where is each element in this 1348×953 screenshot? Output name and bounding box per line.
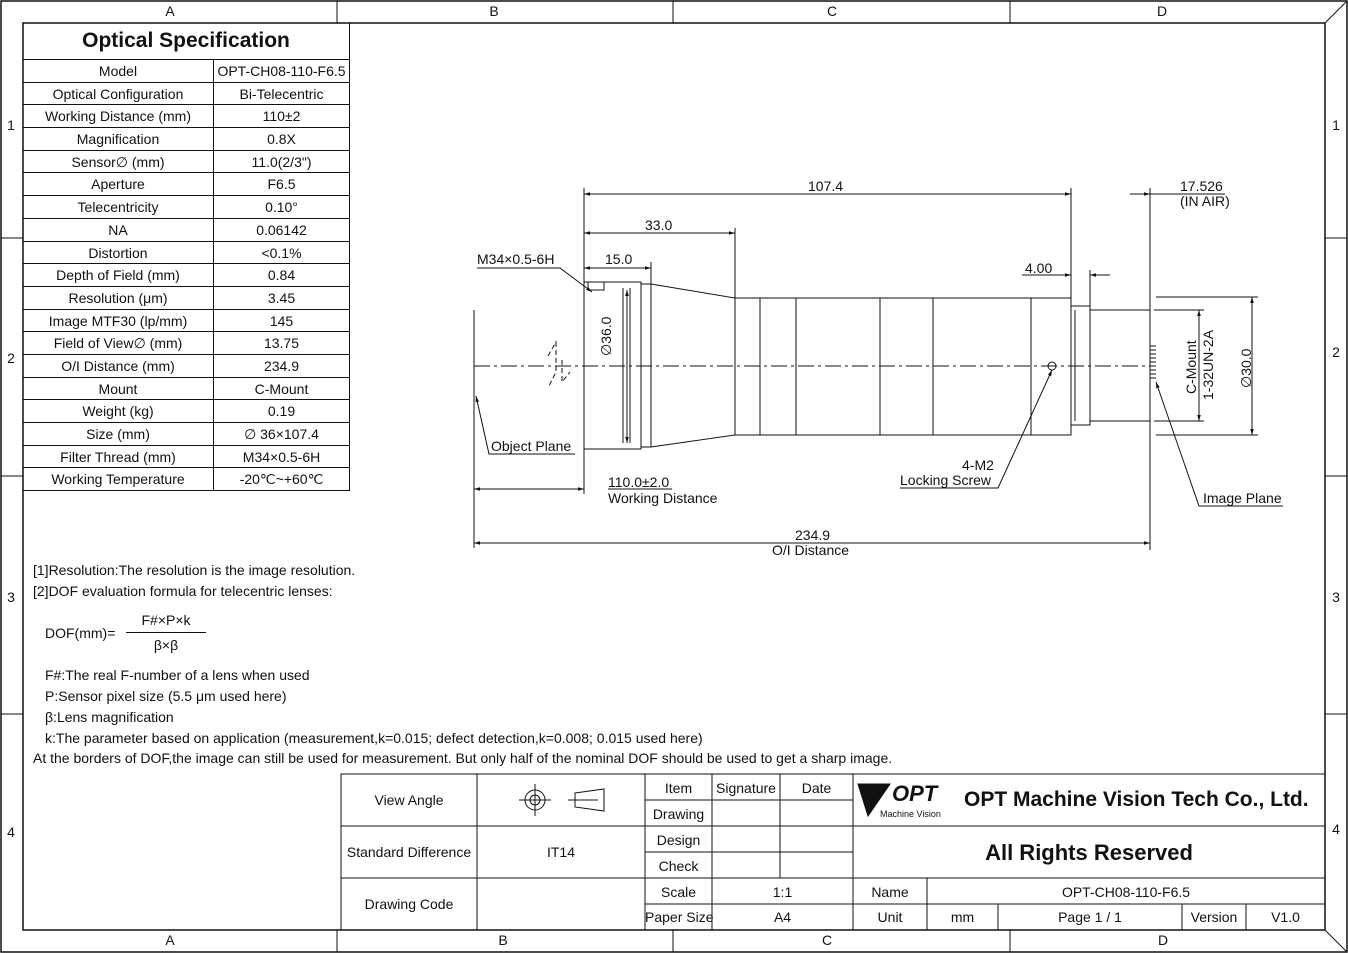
note-fnumber: F#:The real F-number of a lens when used [45, 667, 310, 683]
spec-label: Working Distance (mm) [23, 105, 214, 127]
spec-label: Optical Configuration [23, 83, 214, 105]
c-mount-label: C-Mount [1183, 340, 1199, 394]
col-label-b-top: B [489, 3, 499, 19]
spec-label: Working Temperature [23, 468, 214, 490]
spec-value: 3.45 [267, 289, 296, 306]
spec-label: Mount [23, 378, 214, 400]
wd-value: 110.0±2.0 [608, 474, 670, 490]
row-label-3-right: 3 [1332, 589, 1340, 605]
design-row-label: Design [656, 832, 701, 848]
spec-value: Bi-Telecentric [239, 85, 324, 102]
name-value: OPT-CH08-110-F6.5 [1061, 884, 1191, 900]
spec-value: F6.5 [267, 176, 296, 193]
spec-label: Size (mm) [23, 423, 214, 445]
dia-36-label: ∅36.0 [598, 316, 614, 356]
col-label-a-bottom: A [165, 932, 175, 948]
version-label: Version [1190, 909, 1238, 925]
spec-label: Model [23, 60, 214, 82]
spec-value: 110±2 [262, 108, 301, 125]
dof-denominator: β×β [153, 637, 179, 653]
note-k: k:The parameter based on application (measurement,k=0.015; defect detection,k=0.008; 0.015 used here) [45, 730, 703, 746]
std-diff-value: IT14 [546, 844, 575, 860]
spec-value: 0.84 [267, 267, 296, 284]
scale-value: 1:1 [772, 884, 793, 900]
object-plane-label: Object Plane [491, 438, 572, 454]
note-dof: [2]DOF evaluation formula for telecentric lenses: [33, 583, 333, 599]
row-label-3-left: 3 [7, 589, 15, 605]
row-label-2-left: 2 [7, 350, 15, 366]
col-label-d-bottom: D [1157, 932, 1169, 948]
row-label-1-left: 1 [7, 117, 15, 133]
dim-17-label: 17.526 [1180, 178, 1223, 194]
col-label-d-top: D [1156, 3, 1168, 19]
signature-header: Signature [716, 780, 776, 796]
paper-size-value: A4 [773, 909, 792, 925]
spec-label: NA [23, 219, 214, 241]
dim-15-label: 15.0 [605, 251, 633, 267]
spec-label: Aperture [23, 173, 214, 195]
spec-value: 145 [269, 312, 294, 329]
drawing-row-label: Drawing [652, 806, 705, 822]
note-beta: β:Lens magnification [45, 709, 174, 725]
spec-value: -20℃~+60℃ [239, 471, 324, 488]
note-border-dof: At the borders of DOF,the image can still be used for measurement. But only half of the nominal DOF should be used to get a sharp image. [33, 750, 893, 766]
page-label: Page 1 / 1 [1058, 909, 1122, 925]
company-name: OPT Machine Vision Tech Co., Ltd. [964, 788, 1309, 811]
spec-label: Sensor∅ (mm) [23, 151, 214, 173]
row-label-4-right: 4 [1332, 821, 1340, 837]
spec-value: 11.0(2/3") [251, 153, 312, 170]
unit-label: Unit [877, 909, 903, 925]
note-pixel: P:Sensor pixel size (5.5 μm used here) [45, 688, 287, 704]
spec-label: Field of View∅ (mm) [23, 332, 214, 354]
note-resolution: [1]Resolution:The resolution is the image resolution. [33, 562, 356, 578]
spec-value: 0.19 [267, 403, 296, 420]
spec-value: C-Mount [254, 380, 309, 397]
scale-label: Scale [660, 884, 697, 900]
spec-value: 13.75 [263, 335, 300, 352]
image-plane-label: Image Plane [1203, 490, 1282, 506]
row-label-1-right: 1 [1332, 117, 1340, 133]
thread-label: M34×0.5-6H [477, 251, 555, 267]
paper-size-label: Paper Size [645, 909, 714, 925]
spec-label: Magnification [23, 128, 214, 150]
name-label: Name [871, 884, 909, 900]
dia-30-label: ∅30.0 [1238, 348, 1254, 388]
version-value: V1.0 [1271, 909, 1300, 925]
col-label-b-bottom: B [498, 932, 508, 948]
drawing-code-label: Drawing Code [364, 896, 454, 912]
dim-33-label: 33.0 [645, 217, 673, 233]
item-header: Item [664, 780, 693, 796]
spec-label: Weight (kg) [23, 400, 214, 422]
oi-label: O/I Distance [772, 542, 850, 558]
screw-label: Locking Screw [900, 472, 992, 488]
col-label-a-top: A [165, 3, 175, 19]
col-label-c-top: C [826, 3, 838, 19]
oi-value: 234.9 [795, 527, 831, 543]
spec-value: 0.8X [267, 131, 296, 148]
spec-value: <0.1% [261, 244, 302, 261]
dim-4-label: 4.00 [1025, 260, 1053, 276]
spec-value: OPT-CH08-110-F6.5 [217, 63, 346, 79]
check-row-label: Check [658, 858, 699, 874]
dim-17-note: (IN AIR) [1180, 193, 1230, 209]
spec-label: Telecentricity [23, 196, 214, 218]
spec-value: ∅ 36×107.4 [244, 426, 319, 442]
rights-text: All Rights Reserved [985, 840, 1193, 865]
spec-value: 234.9 [263, 357, 300, 374]
col-label-c-bottom: C [821, 932, 833, 948]
first-angle-projection-icon [519, 784, 604, 816]
opt-logo-sub: Machine Vision [880, 809, 941, 819]
std-diff-label: Standard Difference [346, 844, 472, 860]
spec-label: Filter Thread (mm) [23, 446, 214, 468]
row-label-2-right: 2 [1332, 344, 1340, 360]
spec-title: Optical Specification [23, 23, 350, 60]
wd-label: Working Distance [608, 490, 718, 506]
date-header: Date [801, 780, 832, 796]
spec-value: M34×0.5-6H [242, 448, 321, 465]
dof-numerator: F#×P×k [141, 612, 191, 628]
spec-value: 0.06142 [256, 221, 307, 238]
spec-label: Resolution (μm) [23, 287, 214, 309]
spec-label: Distortion [23, 242, 214, 264]
unit-value: mm [950, 909, 975, 925]
spec-label: Image MTF30 (lp/mm) [23, 310, 214, 332]
spec-label: O/I Distance (mm) [23, 355, 214, 377]
spec-value: 0.10° [265, 199, 298, 216]
view-angle-label: View Angle [374, 792, 444, 808]
opt-logo-text: OPT [892, 781, 938, 806]
c-mount-thread-label: 1-32UN-2A [1200, 329, 1216, 400]
spec-label: Depth of Field (mm) [23, 264, 214, 286]
row-label-4-left: 4 [7, 824, 15, 840]
dim-107-label: 107.4 [808, 178, 844, 194]
dof-lhs: DOF(mm)= [45, 625, 116, 641]
screw-count-label: 4-M2 [962, 457, 994, 473]
